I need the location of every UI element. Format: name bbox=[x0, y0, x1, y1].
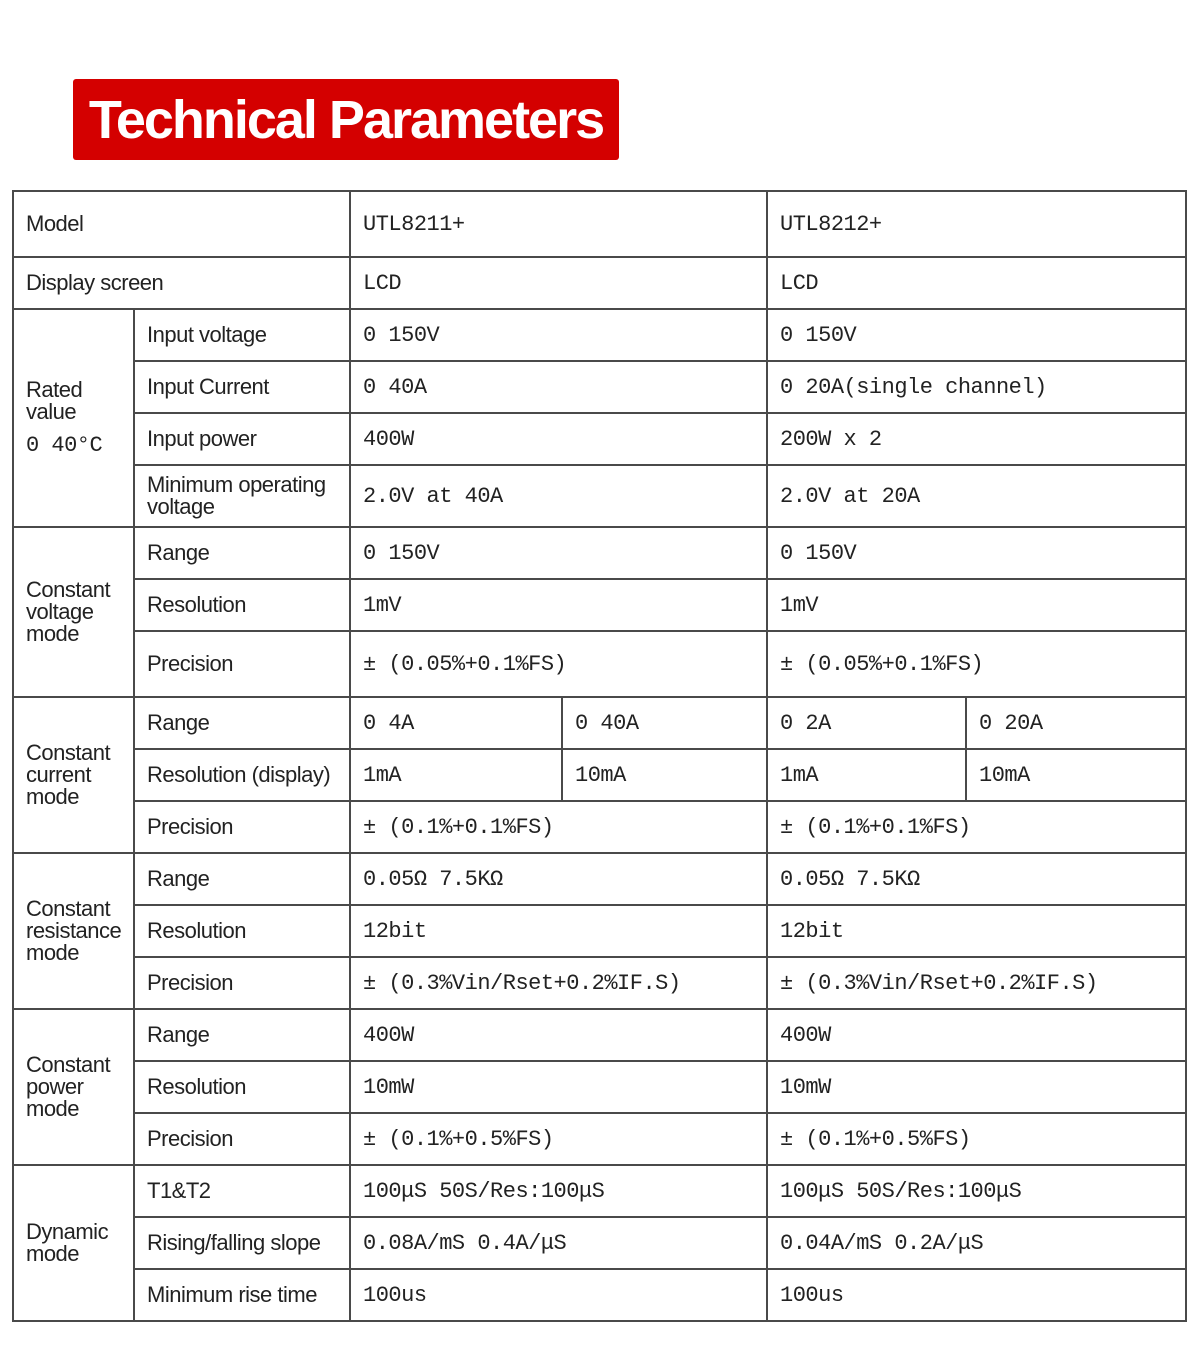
row-label: Input power bbox=[134, 413, 350, 465]
table-row bbox=[13, 801, 1186, 853]
table-row bbox=[13, 1061, 1186, 1113]
group-cr: Constant resistance mode bbox=[13, 853, 134, 1009]
cell-a: 0 150V bbox=[350, 527, 767, 579]
cell-a: 100μS 50S/Res:100μS bbox=[350, 1165, 767, 1217]
cell-b: 12bit bbox=[767, 905, 1186, 957]
row-label: Precision bbox=[134, 801, 350, 853]
cell-b: 1mV bbox=[767, 579, 1186, 631]
row-label: Resolution bbox=[134, 579, 350, 631]
model-b: UTL8212+ bbox=[767, 191, 1186, 257]
row-label: Rising/falling slope bbox=[134, 1217, 350, 1269]
table-row bbox=[13, 361, 1186, 413]
row-label: Range bbox=[134, 697, 350, 749]
group-cc: Constant current mode bbox=[13, 697, 134, 853]
cell-b2: 10mA bbox=[966, 749, 1186, 801]
row-label: Input voltage bbox=[134, 309, 350, 361]
row-label: Range bbox=[134, 853, 350, 905]
cell-b: 100μS 50S/Res:100μS bbox=[767, 1165, 1186, 1217]
cell-a: 0 40A bbox=[350, 361, 767, 413]
cell-a: 0.05Ω 7.5KΩ bbox=[350, 853, 767, 905]
cell-a: ± (0.1%+0.5%FS) bbox=[350, 1113, 767, 1165]
cell-a: 0.08A/mS 0.4A/μS bbox=[350, 1217, 767, 1269]
table-row bbox=[13, 309, 1186, 361]
table-row bbox=[13, 1217, 1186, 1269]
table-row bbox=[13, 697, 1186, 749]
table-row bbox=[13, 1269, 1186, 1321]
model-label: Model bbox=[13, 191, 350, 257]
cell-b: 10mW bbox=[767, 1061, 1186, 1113]
cell-a: 2.0V at 40A bbox=[350, 465, 767, 527]
cell-b: 0 150V bbox=[767, 309, 1186, 361]
cell-b: 0 20A(single channel) bbox=[767, 361, 1186, 413]
row-label: Minimum operating voltage bbox=[134, 465, 350, 527]
cell-b: 100us bbox=[767, 1269, 1186, 1321]
group-cp: Constant power mode bbox=[13, 1009, 134, 1165]
group-rated-label: Rated value bbox=[26, 377, 83, 424]
cell-a: 400W bbox=[350, 413, 767, 465]
cell-b: ± (0.05%+0.1%FS) bbox=[767, 631, 1186, 697]
cell-b: ± (0.1%+0.5%FS) bbox=[767, 1113, 1186, 1165]
cell-a: 400W bbox=[350, 1009, 767, 1061]
row-label: T1&T2 bbox=[134, 1165, 350, 1217]
title-badge bbox=[73, 79, 619, 160]
display-b: LCD bbox=[767, 257, 1186, 309]
group-dyn: Dynamic mode bbox=[13, 1165, 134, 1321]
page-title: Technical Parameters bbox=[88, 89, 604, 150]
row-label: Range bbox=[134, 527, 350, 579]
group-rated-temp: 0 40°C bbox=[26, 433, 103, 458]
cell-a: 12bit bbox=[350, 905, 767, 957]
cell-b: 200W x 2 bbox=[767, 413, 1186, 465]
table-row bbox=[13, 413, 1186, 465]
cell-b: 2.0V at 20A bbox=[767, 465, 1186, 527]
table-row-display bbox=[13, 257, 1186, 309]
cell-a: 1mV bbox=[350, 579, 767, 631]
cell-a: ± (0.1%+0.1%FS) bbox=[350, 801, 767, 853]
table-row bbox=[13, 749, 1186, 801]
group-cv: Constant voltage mode bbox=[13, 527, 134, 697]
cell-b1: 1mA bbox=[767, 749, 966, 801]
cell-a1: 1mA bbox=[350, 749, 562, 801]
cell-b: 0.05Ω 7.5KΩ bbox=[767, 853, 1186, 905]
row-label: Resolution (display) bbox=[134, 749, 350, 801]
table-row-model bbox=[13, 191, 1186, 257]
table-row bbox=[13, 527, 1186, 579]
row-label: Precision bbox=[134, 1113, 350, 1165]
table-row bbox=[13, 957, 1186, 1009]
table-row bbox=[13, 1009, 1186, 1061]
cell-b: 0 150V bbox=[767, 527, 1186, 579]
model-a: UTL8211+ bbox=[350, 191, 767, 257]
group-rated bbox=[13, 309, 134, 527]
row-label: Input Current bbox=[134, 361, 350, 413]
table-row bbox=[13, 905, 1186, 957]
cell-a: ± (0.05%+0.1%FS) bbox=[350, 631, 767, 697]
cell-a: 10mW bbox=[350, 1061, 767, 1113]
cell-b2: 0 20A bbox=[966, 697, 1186, 749]
table-row bbox=[13, 1165, 1186, 1217]
cell-b: ± (0.1%+0.1%FS) bbox=[767, 801, 1186, 853]
table-row bbox=[13, 631, 1186, 697]
table-row bbox=[13, 579, 1186, 631]
cell-a: ± (0.3%Vin/Rset+0.2%IF.S) bbox=[350, 957, 767, 1009]
cell-a: 0 150V bbox=[350, 309, 767, 361]
row-label: Precision bbox=[134, 957, 350, 1009]
row-label: Minimum rise time bbox=[134, 1269, 350, 1321]
display-a: LCD bbox=[350, 257, 767, 309]
row-label: Resolution bbox=[134, 905, 350, 957]
row-label: Resolution bbox=[134, 1061, 350, 1113]
cell-a2: 10mA bbox=[562, 749, 767, 801]
cell-a2: 0 40A bbox=[562, 697, 767, 749]
cell-a: 100us bbox=[350, 1269, 767, 1321]
table-row bbox=[13, 1113, 1186, 1165]
table-row bbox=[13, 853, 1186, 905]
spec-table bbox=[12, 190, 1187, 1322]
row-label: Range bbox=[134, 1009, 350, 1061]
table-row bbox=[13, 465, 1186, 527]
cell-b: ± (0.3%Vin/Rset+0.2%IF.S) bbox=[767, 957, 1186, 1009]
cell-b1: 0 2A bbox=[767, 697, 966, 749]
cell-a1: 0 4A bbox=[350, 697, 562, 749]
row-label: Precision bbox=[134, 631, 350, 697]
cell-b: 400W bbox=[767, 1009, 1186, 1061]
display-label: Display screen bbox=[13, 257, 350, 309]
cell-b: 0.04A/mS 0.2A/μS bbox=[767, 1217, 1186, 1269]
